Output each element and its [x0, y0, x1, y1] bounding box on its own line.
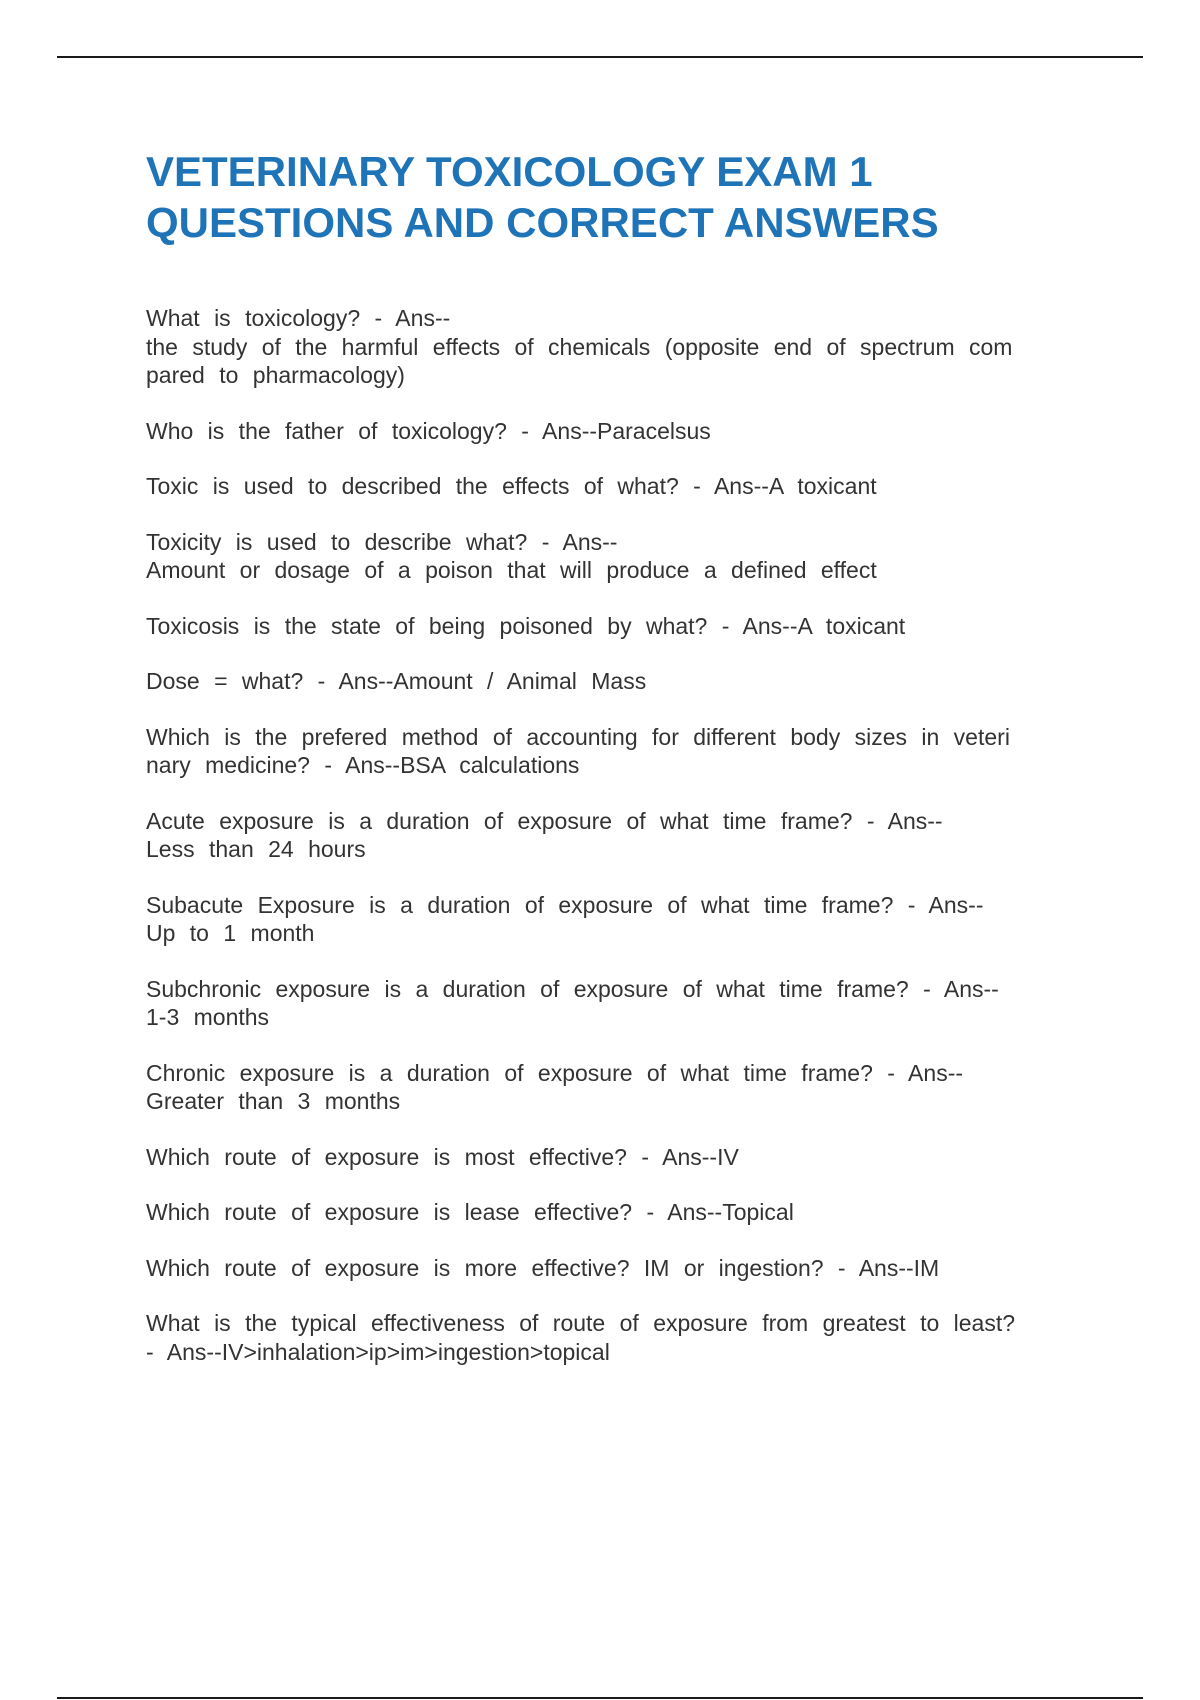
top-rule — [57, 56, 1143, 58]
qa-line: Acute exposure is a duration of exposure of what time frame? - Ans-- — [146, 807, 943, 834]
qa-item — [146, 1254, 1086, 1283]
qa-line: Dose = what? - Ans--Amount / Animal Mass — [146, 668, 647, 694]
qa-line: Subchronic exposure is a duration of exposure of what time frame? - Ans-- — [146, 975, 999, 1002]
qa-line: Who is the father of toxicology? - Ans--Paracelsus — [146, 417, 711, 444]
qa-item — [146, 528, 1086, 585]
qa-line: What is toxicology? - Ans-- — [146, 305, 451, 331]
qa-line: the study of the harmful effects of chemicals (opposite end of spectrum com — [146, 333, 1013, 360]
title-line: QUESTIONS AND CORRECT ANSWERS — [146, 199, 939, 246]
qa-item — [146, 612, 1086, 641]
bottom-rule — [57, 1697, 1143, 1699]
qa-item — [146, 667, 1086, 696]
qa-line: Which route of exposure is more effective? IM or ingestion? - Ans--IM — [146, 1254, 940, 1281]
qa-item — [146, 807, 1086, 864]
qa-line: Toxic is used to described the effects of what? - Ans--A toxicant — [146, 473, 877, 499]
qa-item — [146, 472, 1086, 501]
qa-item — [146, 1309, 1086, 1366]
qa-line: pared to pharmacology) — [146, 362, 405, 388]
qa-item — [146, 1143, 1086, 1172]
qa-item — [146, 417, 1086, 446]
qa-list — [146, 304, 1086, 1366]
qa-line: Less than 24 hours — [146, 836, 366, 862]
qa-item — [146, 975, 1086, 1032]
qa-line: What is the typical effectiveness of route of exposure from greatest to least? — [146, 1310, 1016, 1336]
qa-line: Which route of exposure is most effective? - Ans--IV — [146, 1143, 739, 1170]
qa-item — [146, 723, 1086, 780]
qa-line: - Ans--IV>inhalation>ip>im>ingestion>topical — [146, 1338, 610, 1365]
qa-item — [146, 1059, 1086, 1116]
document-title — [146, 146, 1086, 248]
qa-line: Subacute Exposure is a duration of exposure of what time frame? - Ans-- — [146, 891, 984, 918]
document-body — [146, 146, 1086, 1393]
qa-line: nary medicine? - Ans--BSA calculations — [146, 752, 580, 778]
qa-item — [146, 891, 1086, 948]
qa-line: Chronic exposure is a duration of exposure of what time frame? - Ans-- — [146, 1059, 964, 1086]
qa-line: Which is the prefered method of accounting for different body sizes in veteri — [146, 723, 1010, 750]
qa-item — [146, 1198, 1086, 1227]
qa-line: 1-3 months — [146, 1004, 270, 1030]
qa-item — [146, 304, 1086, 390]
qa-line: Which route of exposure is lease effective? - Ans--Topical — [146, 1199, 794, 1225]
title-line: VETERINARY TOXICOLOGY EXAM 1 — [146, 148, 873, 195]
qa-line: Toxicosis is the state of being poisoned by what? - Ans--A toxicant — [146, 612, 906, 639]
qa-line: Amount or dosage of a poison that will produce a defined effect — [146, 557, 877, 583]
qa-line: Toxicity is used to describe what? - Ans-- — [146, 528, 618, 555]
qa-line: Greater than 3 months — [146, 1088, 401, 1114]
qa-line: Up to 1 month — [146, 920, 315, 946]
